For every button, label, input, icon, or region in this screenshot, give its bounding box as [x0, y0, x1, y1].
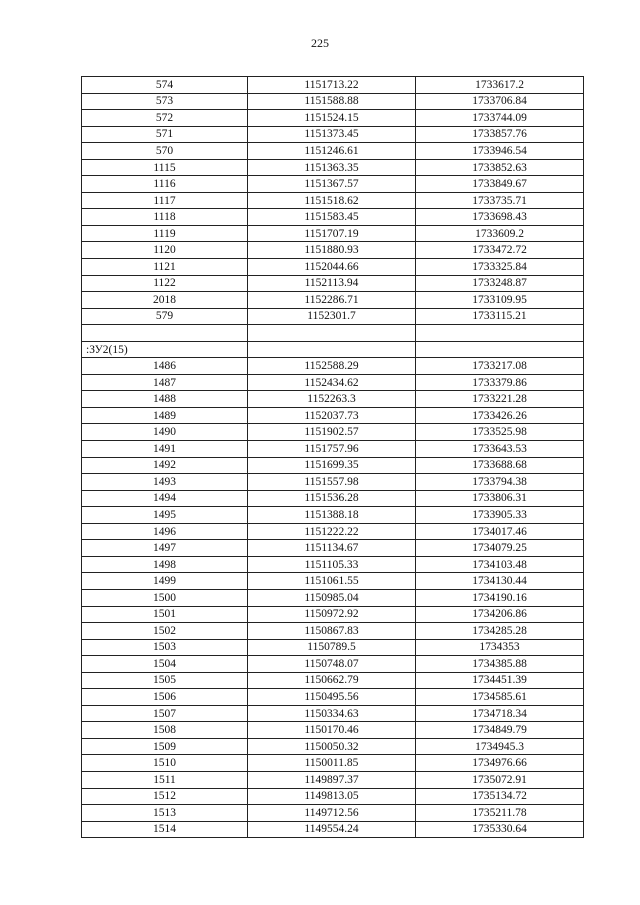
x-coordinate-cell: 1151902.57	[248, 424, 416, 441]
empty-cell	[248, 341, 416, 358]
y-coordinate-cell: 1734585.61	[416, 689, 584, 706]
point-number-cell: 1505	[82, 672, 248, 689]
table-row	[82, 738, 584, 755]
table-row	[82, 457, 584, 474]
y-coordinate-cell: 1733472.72	[416, 242, 584, 259]
x-coordinate-cell: 1151588.88	[248, 93, 416, 110]
table-row	[82, 606, 584, 623]
point-number-cell: 1511	[82, 771, 248, 788]
point-number-cell: 571	[82, 126, 248, 143]
table-row	[82, 805, 584, 822]
table-row	[82, 192, 584, 209]
y-coordinate-cell: 1733946.54	[416, 143, 584, 160]
point-number-cell: 1496	[82, 523, 248, 540]
x-coordinate-cell: 1150662.79	[248, 672, 416, 689]
y-coordinate-cell: 1734130.44	[416, 573, 584, 590]
point-number-cell: 573	[82, 93, 248, 110]
x-coordinate-cell: 1152434.62	[248, 374, 416, 391]
table-row	[82, 176, 584, 193]
x-coordinate-cell: 1151713.22	[248, 77, 416, 94]
x-coordinate-cell: 1150985.04	[248, 589, 416, 606]
x-coordinate-cell: 1151557.98	[248, 474, 416, 491]
table-row	[82, 771, 584, 788]
y-coordinate-cell: 1733609.2	[416, 225, 584, 242]
point-number-cell: 1492	[82, 457, 248, 474]
point-number-cell: 1510	[82, 755, 248, 772]
table-row	[82, 540, 584, 557]
x-coordinate-cell: 1152044.66	[248, 259, 416, 276]
table-row	[82, 490, 584, 507]
x-coordinate-cell: 1151757.96	[248, 441, 416, 458]
point-number-cell: 1504	[82, 656, 248, 673]
x-coordinate-cell: 1152263.3	[248, 391, 416, 408]
y-coordinate-cell: 1733806.31	[416, 490, 584, 507]
x-coordinate-cell: 1151699.35	[248, 457, 416, 474]
x-coordinate-cell: 1149897.37	[248, 771, 416, 788]
x-coordinate-cell: 1149813.05	[248, 788, 416, 805]
y-coordinate-cell: 1734718.34	[416, 705, 584, 722]
y-coordinate-cell: 1733426.26	[416, 407, 584, 424]
y-coordinate-cell: 1734385.88	[416, 656, 584, 673]
x-coordinate-cell: 1152301.7	[248, 308, 416, 325]
point-number-cell: 1495	[82, 507, 248, 524]
x-coordinate-cell: 1151246.61	[248, 143, 416, 160]
point-number-cell: 1499	[82, 573, 248, 590]
y-coordinate-cell: 1734190.16	[416, 589, 584, 606]
table-row	[82, 523, 584, 540]
point-number-cell: 1503	[82, 639, 248, 656]
y-coordinate-cell: 1735072.91	[416, 771, 584, 788]
y-coordinate-cell: 1733643.53	[416, 441, 584, 458]
y-coordinate-cell: 1735211.78	[416, 805, 584, 822]
point-number-cell: 1119	[82, 225, 248, 242]
empty-row	[82, 325, 584, 342]
x-coordinate-cell: 1150170.46	[248, 722, 416, 739]
table-row	[82, 77, 584, 94]
x-coordinate-cell: 1150748.07	[248, 656, 416, 673]
table-row	[82, 705, 584, 722]
y-coordinate-cell: 1733379.86	[416, 374, 584, 391]
table-row	[82, 623, 584, 640]
y-coordinate-cell: 1733248.87	[416, 275, 584, 292]
table-row	[82, 788, 584, 805]
x-coordinate-cell: 1150050.32	[248, 738, 416, 755]
x-coordinate-cell: 1151388.18	[248, 507, 416, 524]
table-row	[82, 589, 584, 606]
table-row	[82, 93, 584, 110]
point-number-cell: 1117	[82, 192, 248, 209]
section-header-row	[82, 341, 584, 358]
point-number-cell: 1115	[82, 159, 248, 176]
section-label: :ЗУ2(15)	[82, 341, 248, 358]
point-number-cell: 1509	[82, 738, 248, 755]
point-number-cell: 1486	[82, 358, 248, 375]
x-coordinate-cell: 1150867.83	[248, 623, 416, 640]
x-coordinate-cell: 1151222.22	[248, 523, 416, 540]
point-number-cell: 1500	[82, 589, 248, 606]
table-row	[82, 722, 584, 739]
empty-cell	[416, 325, 584, 342]
point-number-cell: 1498	[82, 556, 248, 573]
x-coordinate-cell: 1151061.55	[248, 573, 416, 590]
table-row	[82, 259, 584, 276]
x-coordinate-cell: 1151583.45	[248, 209, 416, 226]
point-number-cell: 570	[82, 143, 248, 160]
point-number-cell: 1121	[82, 259, 248, 276]
y-coordinate-cell: 1734451.39	[416, 672, 584, 689]
point-number-cell: 1514	[82, 821, 248, 838]
point-number-cell: 1490	[82, 424, 248, 441]
y-coordinate-cell: 1733735.71	[416, 192, 584, 209]
point-number-cell: 1501	[82, 606, 248, 623]
point-number-cell: 1489	[82, 407, 248, 424]
table-row	[82, 110, 584, 127]
y-coordinate-cell: 1734353	[416, 639, 584, 656]
x-coordinate-cell: 1150972.92	[248, 606, 416, 623]
y-coordinate-cell: 1733706.84	[416, 93, 584, 110]
table-row	[82, 209, 584, 226]
point-number-cell: 1497	[82, 540, 248, 557]
y-coordinate-cell: 1733325.84	[416, 259, 584, 276]
x-coordinate-cell: 1149712.56	[248, 805, 416, 822]
y-coordinate-cell: 1735134.72	[416, 788, 584, 805]
table-row	[82, 556, 584, 573]
y-coordinate-cell: 1733617.2	[416, 77, 584, 94]
y-coordinate-cell: 1733217.08	[416, 358, 584, 375]
y-coordinate-cell: 1733849.67	[416, 176, 584, 193]
y-coordinate-cell: 1733109.95	[416, 292, 584, 309]
empty-cell	[82, 325, 248, 342]
x-coordinate-cell: 1151105.33	[248, 556, 416, 573]
x-coordinate-cell: 1152286.71	[248, 292, 416, 309]
x-coordinate-cell: 1151880.93	[248, 242, 416, 259]
point-number-cell: 1494	[82, 490, 248, 507]
coordinates-table-body	[82, 77, 584, 838]
y-coordinate-cell: 1734285.28	[416, 623, 584, 640]
x-coordinate-cell: 1151367.57	[248, 176, 416, 193]
table-row	[82, 126, 584, 143]
table-row	[82, 143, 584, 160]
x-coordinate-cell: 1151518.62	[248, 192, 416, 209]
y-coordinate-cell: 1733698.43	[416, 209, 584, 226]
point-number-cell: 1122	[82, 275, 248, 292]
table-row	[82, 639, 584, 656]
point-number-cell: 1508	[82, 722, 248, 739]
table-row	[82, 755, 584, 772]
empty-cell	[416, 341, 584, 358]
coordinates-table	[81, 76, 584, 838]
y-coordinate-cell: 1734945.3	[416, 738, 584, 755]
table-row	[82, 374, 584, 391]
y-coordinate-cell: 1733905.33	[416, 507, 584, 524]
point-number-cell: 1491	[82, 441, 248, 458]
y-coordinate-cell: 1734103.48	[416, 556, 584, 573]
y-coordinate-cell: 1733221.28	[416, 391, 584, 408]
x-coordinate-cell: 1150334.63	[248, 705, 416, 722]
table-row	[82, 242, 584, 259]
y-coordinate-cell: 1734849.79	[416, 722, 584, 739]
x-coordinate-cell: 1150495.56	[248, 689, 416, 706]
point-number-cell: 574	[82, 77, 248, 94]
table-row	[82, 689, 584, 706]
y-coordinate-cell: 1733115.21	[416, 308, 584, 325]
table-row	[82, 424, 584, 441]
x-coordinate-cell: 1152037.73	[248, 407, 416, 424]
table-row	[82, 573, 584, 590]
table-row	[82, 474, 584, 491]
table-row	[82, 308, 584, 325]
point-number-cell: 572	[82, 110, 248, 127]
coordinates-table-container	[81, 76, 583, 838]
point-number-cell: 1502	[82, 623, 248, 640]
table-row	[82, 358, 584, 375]
y-coordinate-cell: 1734017.46	[416, 523, 584, 540]
y-coordinate-cell: 1734976.66	[416, 755, 584, 772]
point-number-cell: 1506	[82, 689, 248, 706]
table-row	[82, 672, 584, 689]
y-coordinate-cell: 1734206.86	[416, 606, 584, 623]
point-number-cell: 2018	[82, 292, 248, 309]
point-number-cell: 1512	[82, 788, 248, 805]
x-coordinate-cell: 1151524.15	[248, 110, 416, 127]
point-number-cell: 1513	[82, 805, 248, 822]
point-number-cell: 1116	[82, 176, 248, 193]
table-row	[82, 225, 584, 242]
table-row	[82, 407, 584, 424]
table-row	[82, 441, 584, 458]
y-coordinate-cell: 1733857.76	[416, 126, 584, 143]
point-number-cell: 1118	[82, 209, 248, 226]
y-coordinate-cell: 1734079.25	[416, 540, 584, 557]
page-number: 225	[311, 36, 329, 50]
x-coordinate-cell: 1151536.28	[248, 490, 416, 507]
table-row	[82, 159, 584, 176]
point-number-cell: 1120	[82, 242, 248, 259]
x-coordinate-cell: 1151363.35	[248, 159, 416, 176]
point-number-cell: 1493	[82, 474, 248, 491]
y-coordinate-cell: 1733852.63	[416, 159, 584, 176]
table-row	[82, 292, 584, 309]
table-row	[82, 507, 584, 524]
x-coordinate-cell: 1151373.45	[248, 126, 416, 143]
point-number-cell: 1507	[82, 705, 248, 722]
x-coordinate-cell: 1151134.67	[248, 540, 416, 557]
table-row	[82, 275, 584, 292]
table-row	[82, 391, 584, 408]
empty-cell	[248, 325, 416, 342]
point-number-cell: 1487	[82, 374, 248, 391]
x-coordinate-cell: 1152588.29	[248, 358, 416, 375]
y-coordinate-cell: 1733688.68	[416, 457, 584, 474]
y-coordinate-cell: 1735330.64	[416, 821, 584, 838]
y-coordinate-cell: 1733525.98	[416, 424, 584, 441]
table-row	[82, 821, 584, 838]
y-coordinate-cell: 1733744.09	[416, 110, 584, 127]
x-coordinate-cell: 1149554.24	[248, 821, 416, 838]
point-number-cell: 579	[82, 308, 248, 325]
point-number-cell: 1488	[82, 391, 248, 408]
x-coordinate-cell: 1152113.94	[248, 275, 416, 292]
x-coordinate-cell: 1150011.85	[248, 755, 416, 772]
table-row	[82, 656, 584, 673]
y-coordinate-cell: 1733794.38	[416, 474, 584, 491]
x-coordinate-cell: 1151707.19	[248, 225, 416, 242]
x-coordinate-cell: 1150789.5	[248, 639, 416, 656]
